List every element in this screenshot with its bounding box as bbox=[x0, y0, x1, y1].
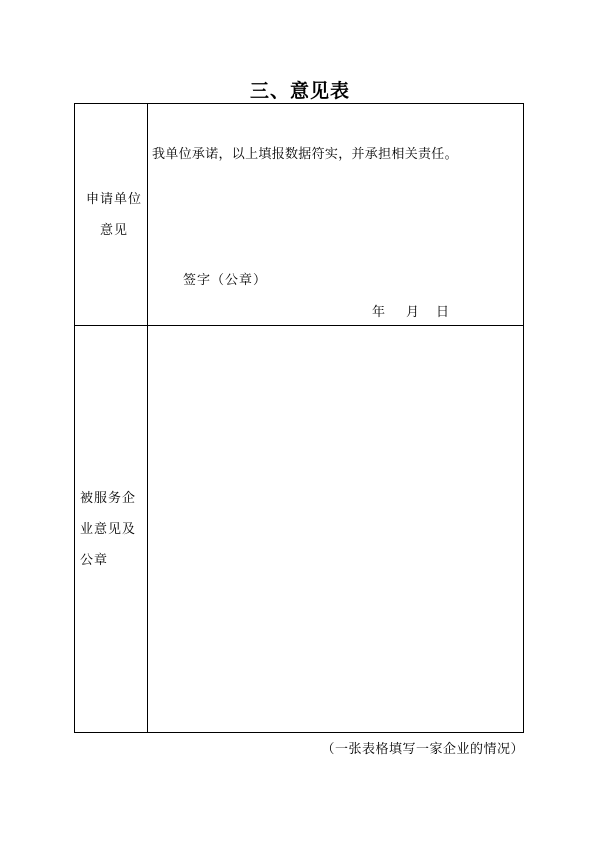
served-enterprise-opinion-label bbox=[80, 483, 144, 576]
applicant-label-line2: 意见 bbox=[99, 223, 128, 238]
table-footnote: （一张表格填写一家企业的情况） bbox=[321, 742, 524, 757]
opinion-table bbox=[74, 103, 524, 733]
applicant-opinion-label bbox=[83, 184, 145, 246]
page-title: 三、意见表 bbox=[249, 80, 350, 102]
served-label-line3: 公章 bbox=[80, 553, 109, 568]
served-label-line1: 被服务企 bbox=[80, 491, 137, 506]
applicant-label-line1: 申请单位 bbox=[85, 192, 142, 207]
column-divider bbox=[147, 104, 148, 732]
date-line bbox=[372, 301, 449, 320]
date-day-label: 日 bbox=[436, 305, 450, 320]
date-year-label: 年 bbox=[372, 305, 386, 320]
row-divider bbox=[75, 325, 523, 326]
date-month-label: 月 bbox=[406, 305, 420, 320]
served-label-line2: 业意见及 bbox=[80, 522, 137, 537]
signature-seal-label: 签字（公章） bbox=[183, 273, 268, 288]
commitment-statement: 我单位承诺，以上填报数据符实，并承担相关责任。 bbox=[152, 147, 458, 162]
